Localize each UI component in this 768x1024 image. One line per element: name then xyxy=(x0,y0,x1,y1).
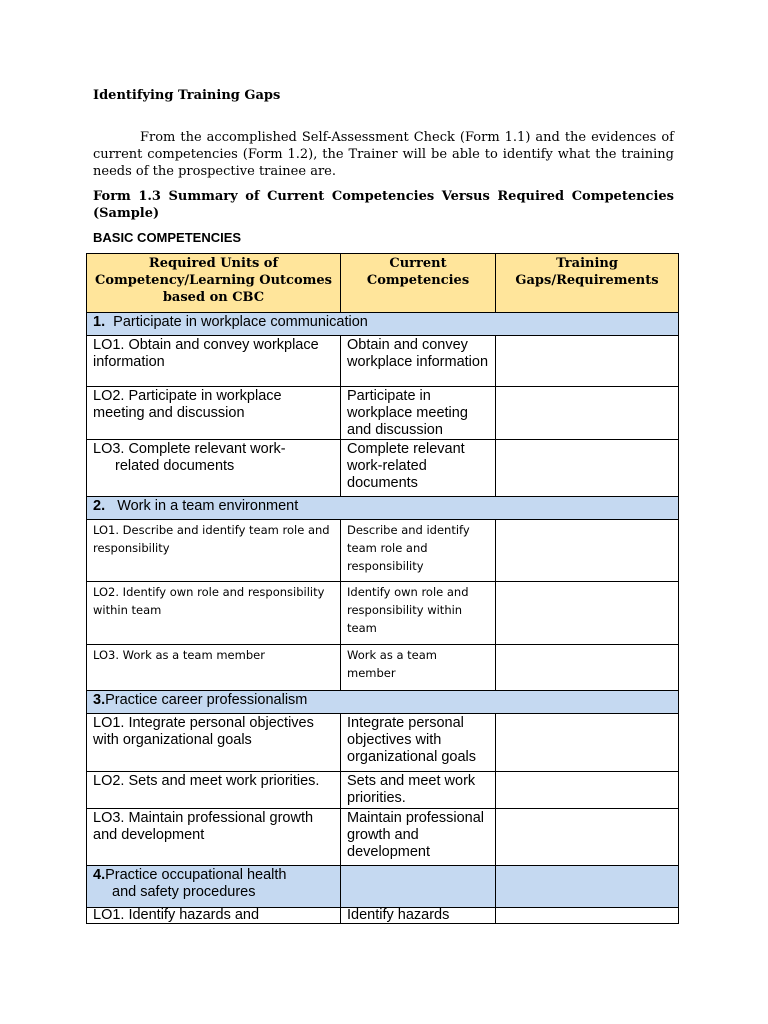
header-current-competencies: Current Competencies xyxy=(341,254,496,313)
header-required-units: Required Units of Competency/Learning Outcomes based on CBC xyxy=(87,254,341,313)
unit-number: 2. xyxy=(93,498,106,515)
form-title: Form 1.3 Summary of Current Competencies Versus Required Competencies (Sample) xyxy=(93,189,674,221)
current-cell: Identify hazards xyxy=(341,907,496,923)
current-cell: Participate in workplace meeting and discussion xyxy=(341,387,496,440)
unit-label: Work in a team environment xyxy=(117,498,299,515)
unit-label: Participate in workplace communication xyxy=(113,314,368,330)
unit-row-2 xyxy=(87,497,679,520)
lo-cell: LO1. Obtain and convey workplace information xyxy=(87,336,341,387)
table-header-row xyxy=(87,254,679,313)
table-row xyxy=(87,582,679,645)
current-cell: Maintain professional growth and development xyxy=(341,808,496,865)
intro-paragraph: From the accomplished Self-Assessment Check (Form 1.1) and the evidences of current competencies (Form 1.2), the Trainer will be able to identify what the training needs of the prospective trainee are. xyxy=(93,130,674,179)
lo-line-1: LO3. Complete relevant work- xyxy=(93,441,286,458)
unit-row-4 xyxy=(87,865,679,907)
current-cell: Describe and identify team role and responsibility xyxy=(341,520,496,582)
table-row xyxy=(87,808,679,865)
lo-cell xyxy=(87,440,341,497)
current-cell: Complete relevant work-related documents xyxy=(341,440,496,497)
lo-cell: LO2. Sets and meet work priorities. xyxy=(87,772,341,809)
lo-cell: LO1. Integrate personal objectives with organizational goals xyxy=(87,714,341,772)
unit-number: 3. xyxy=(93,692,106,709)
gap-cell[interactable] xyxy=(496,582,679,645)
unit-row-3 xyxy=(87,691,679,714)
lo-line-2: related documents xyxy=(115,458,235,475)
gap-cell[interactable] xyxy=(496,520,679,582)
table-row xyxy=(87,520,679,582)
unit-blank-cell xyxy=(341,865,496,907)
gap-cell[interactable] xyxy=(496,645,679,691)
unit-blank-cell xyxy=(496,865,679,907)
unit-title xyxy=(87,313,679,336)
section-title: BASIC COMPETENCIES xyxy=(93,230,242,245)
unit-label: Practice career professionalism xyxy=(105,692,308,709)
gap-cell[interactable] xyxy=(496,772,679,809)
unit-label-line-1: Practice occupational health xyxy=(105,866,287,883)
table-row xyxy=(87,440,679,497)
current-cell: Obtain and convey workplace information xyxy=(341,336,496,387)
gap-cell[interactable] xyxy=(496,714,679,772)
unit-row-1 xyxy=(87,313,679,336)
table-row xyxy=(87,714,679,772)
lo-cell: LO3. Work as a team member xyxy=(87,645,341,691)
gap-cell[interactable] xyxy=(496,387,679,440)
table-row xyxy=(87,772,679,809)
unit-number: 4. xyxy=(93,866,106,883)
lo-cell: LO2. Identify own role and responsibility within team xyxy=(87,582,341,645)
unit-number: 1. xyxy=(93,314,106,330)
table-row xyxy=(87,907,679,923)
unit-title xyxy=(87,691,679,714)
lo-cell: LO2. Participate in workplace meeting and discussion xyxy=(87,387,341,440)
unit-title xyxy=(87,497,679,520)
unit-title xyxy=(87,865,341,907)
gap-cell[interactable] xyxy=(496,907,679,923)
unit-label-line-2: and safety procedures xyxy=(112,883,256,900)
table-row xyxy=(87,387,679,440)
current-cell: Work as a team member xyxy=(341,645,496,691)
current-cell: Identify own role and responsibility within team xyxy=(341,582,496,645)
current-cell: Integrate personal objectives with organizational goals xyxy=(341,714,496,772)
lo-cell: LO3. Maintain professional growth and development xyxy=(87,808,341,865)
competency-table xyxy=(86,253,679,924)
table-row xyxy=(87,336,679,387)
current-cell: Sets and meet work priorities. xyxy=(341,772,496,809)
page-title: Identifying Training Gaps xyxy=(93,88,281,103)
lo-cell: LO1. Identify hazards and xyxy=(87,907,341,923)
gap-cell[interactable] xyxy=(496,336,679,387)
header-training-gaps: Training Gaps/Requirements xyxy=(496,254,679,313)
table-row xyxy=(87,645,679,691)
gap-cell[interactable] xyxy=(496,440,679,497)
lo-cell: LO1. Describe and identify team role and responsibility xyxy=(87,520,341,582)
gap-cell[interactable] xyxy=(496,808,679,865)
